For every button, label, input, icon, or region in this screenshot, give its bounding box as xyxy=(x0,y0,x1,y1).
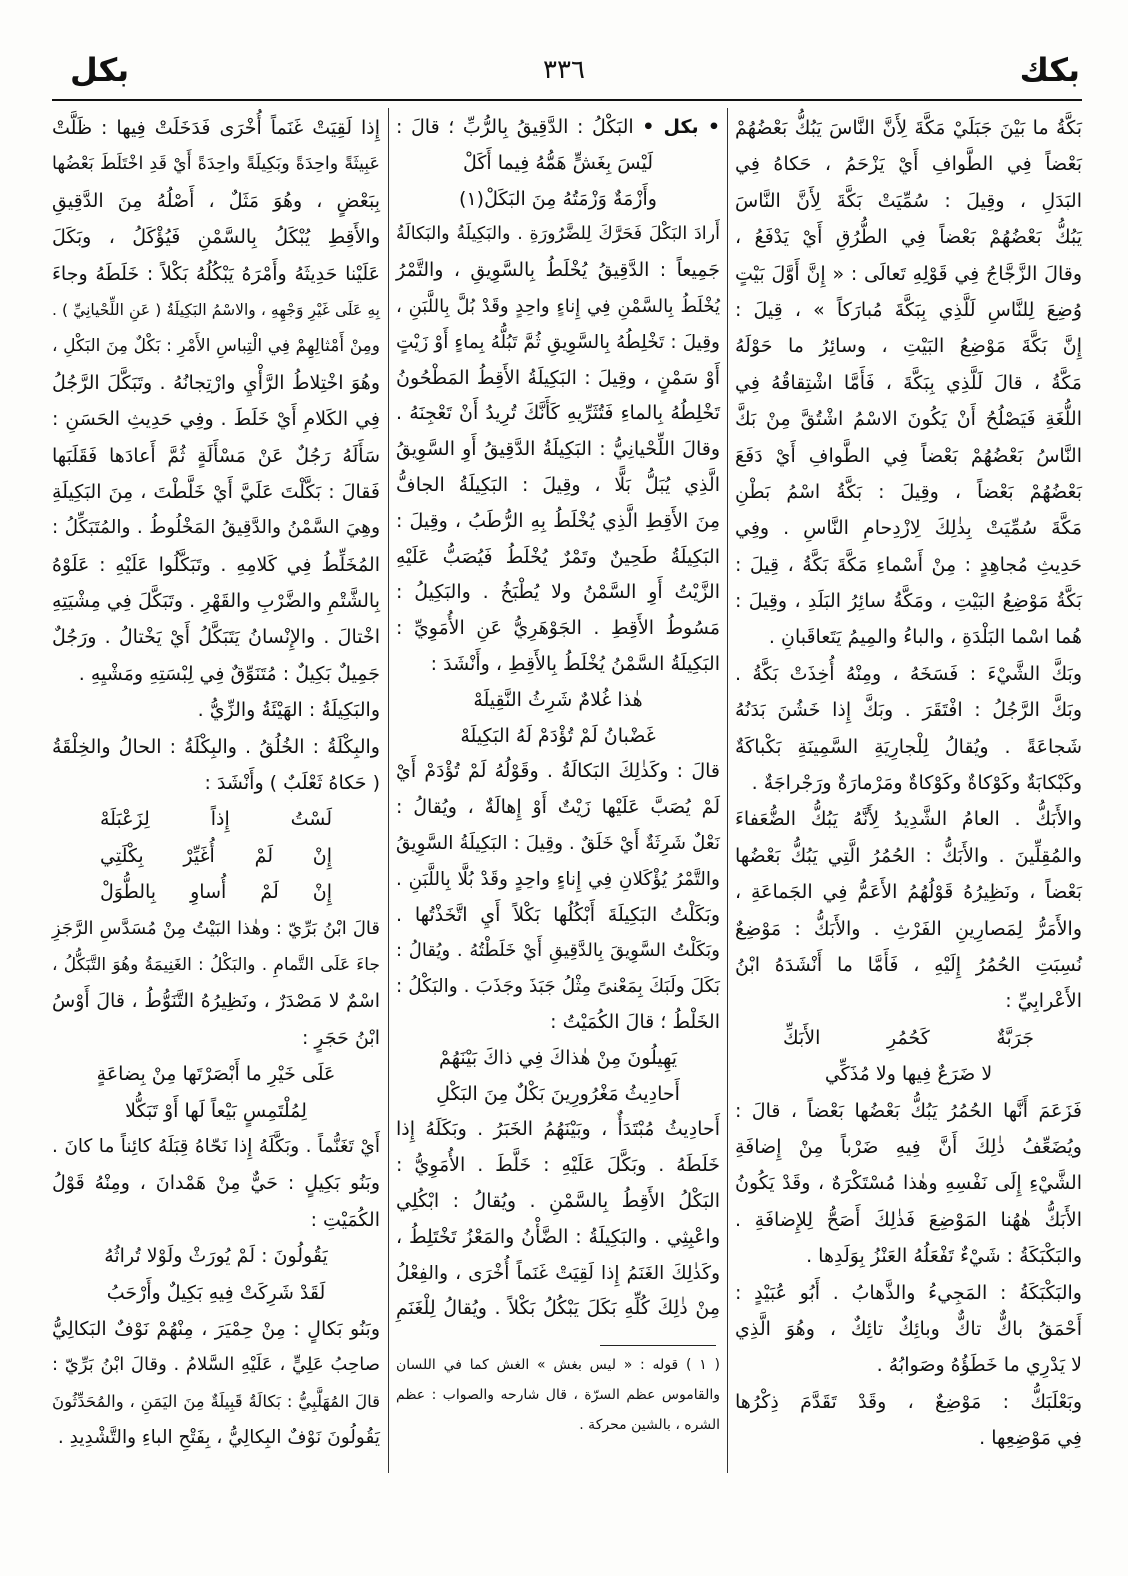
text-line xyxy=(396,540,720,576)
text-line xyxy=(735,219,1082,255)
text-line xyxy=(396,1184,720,1220)
line-text: عَلَيْنا حَدِيثَهُ وأَمْرَهُ يَبْكُلُهُ بَكْلاً : خَلَطَهُ وجاءَ xyxy=(52,262,380,285)
text-line xyxy=(52,365,380,401)
line-text: خَلَطَهُ . وبَكَّلَ عَلَيْهِ : خَلَّطَ . الأُمَوِيُّ : xyxy=(396,1154,720,1177)
line-text: تَخْلِطُهُ بِالماءِ فَتُثَرِّيهِ كَأَنَّكَ تُرِيدُ أَنْ تَعْجِنَهُ . xyxy=(396,402,720,425)
line-text: جَمِيعاً : الدَّقِيقُ يُخْلَطُ بِالسَّوِيقِ ، والتَّمْرُ xyxy=(396,259,720,282)
line-text: يَهِيلُونَ مِنْ هٰذاكَ فِي ذاكَ بَيْنَهُمْ xyxy=(438,1046,678,1069)
text-line xyxy=(396,862,720,898)
line-text: مَسُوطُ الأَقِطِ . الجَوْهَرِيُّ عَنِ الأُمَوِيِّ : xyxy=(396,617,720,640)
text-line xyxy=(735,256,1082,292)
text-line xyxy=(735,1347,1082,1383)
line-text: لِمُلْتَمِسٍ بَيْعاً لَها أَوْ تَبَكُّلا xyxy=(125,1099,307,1122)
line-text: الكُمَيْتِ : xyxy=(310,1208,380,1231)
header-right-word: بكك xyxy=(1019,51,1080,89)
text-line xyxy=(52,438,380,474)
verse-line xyxy=(52,1093,380,1129)
footnote xyxy=(396,1350,720,1440)
line-text: شَجاعَةً . ويُقالُ لِلْجارِيَةِ السَّمِينَةِ بَكْباكَةٌ xyxy=(735,735,1082,758)
text-line xyxy=(735,401,1082,437)
text-line xyxy=(52,146,380,182)
column-divider-right xyxy=(727,108,728,1473)
text-line xyxy=(735,474,1082,510)
text-line xyxy=(735,1384,1082,1420)
line-text: قالَ المُهَلَّبِيُّ : بَكالَةُ قَبِيلَةٌ مِنَ اليَمَنِ ، والمُحَدِّثُونَ xyxy=(52,1391,380,1411)
text-line xyxy=(735,1238,1082,1274)
line-text: جاءَ عَلَى التَّمامِ . والبَكْلُ : الغَنِيمَةُ وهُوَ التَّبَكُّلُ ، xyxy=(52,954,380,975)
text-line xyxy=(396,325,720,361)
line-text: وقِيلَ : تَخْلِطُهُ بِالسَّوِيقِ ثُمَّ تَبُلُّهُ بِماءٍ أَوْ زَيْتٍ xyxy=(396,331,720,353)
line-text: البَدَلِ ، وقِيلَ : سُمِّيَتْ بَكَّةَ لِأَنَّ النَّاسَ xyxy=(735,189,1082,212)
line-text: يَبُكُّ بَعْضُهُمْ بَعْضاً فِي الطُّرُقِ أَيْ يَدْفَعُ ، xyxy=(735,226,1082,249)
text-line xyxy=(396,468,720,504)
line-text: وبَكَّ الرَّجُلُ : افْتَقَرَ . وبَكَّ إِذا خَشُنَ بَدَنُهُ xyxy=(735,699,1082,722)
text-line xyxy=(735,583,1082,619)
line-text: بَكَّةُ مَوْضِعُ البَيْتِ ، ومَكَّةُ سائِرُ البَلَدِ ، وقِيلَ : xyxy=(735,590,1082,613)
text-line xyxy=(396,361,720,397)
text-line xyxy=(735,146,1082,182)
line-text: لَسْتُ إِذاً لِزَعْبَلَهْ xyxy=(100,808,332,831)
line-text: فِي الكَلامِ أَيْ خَلَطَ . وفِي حَدِيثِ الحَسَنِ : xyxy=(52,408,380,431)
text-line xyxy=(735,1093,1082,1129)
line-text: وهِيَ السَّمْنُ والدَّقِيقُ المَخْلُوطُ . والمُتَبَكِّلُ : xyxy=(52,517,380,539)
line-text: غَضْبانُ لَمْ تُؤْدَمْ لَهُ البَكِيلَهْ xyxy=(460,724,656,747)
verse-line xyxy=(396,146,720,182)
line-text: اسْمٌ لا مَصْدَرٌ ، ونَظِيرُهُ التَّنَوُّطُ ، قالَ أَوْسُ xyxy=(52,990,380,1013)
line-text: هُما اسْما البَلْدَةِ ، والباءُ والمِيمُ يَتَعاقَبانِ . xyxy=(768,626,1082,649)
line-text: فِي مَوْضِعِها . xyxy=(979,1427,1082,1450)
line-text: اللُّغَةِ فَيَصْلُحُ أَنْ يَكُونَ الاسْمُ اشْتُقَّ مِنْ بَكَّ xyxy=(735,408,1082,431)
text-line xyxy=(735,110,1082,146)
line-text: البَكْلُ الأَقِطُ بِالسَّمْنِ . ويُقالُ : ابْكُلِي xyxy=(396,1189,720,1212)
line-text: بِالشَّتْمِ والضَّرْبِ والقَهْرِ . وتَبَكَّلَ فِي مِشْيَتِهِ xyxy=(52,590,380,613)
text-line xyxy=(396,217,720,253)
line-text: ومِنْ أَمْثالِهِمْ فِي الْتِباسِ الأَمْرِ : بَكْلٌ مِنَ البَكْلِ ، xyxy=(52,336,380,357)
text-line xyxy=(52,983,380,1019)
footnote-line: والقاموس عظم السرّة ، قال شارحه والصواب : عظم xyxy=(396,1387,720,1403)
text-line xyxy=(735,692,1082,728)
text-line xyxy=(735,1420,1082,1456)
line-text: مَكَّةَ سُمِّيَتْ بِذٰلِكَ لِازْدِحامِ النَّاسِ . وفِي xyxy=(735,517,1082,540)
line-text: وكَبْكابَةٌ وكَوْكاةٌ وكَوْكاةٌ ومَرْمارَةٌ ورَجْراجَةٌ . xyxy=(751,772,1082,795)
verse-line xyxy=(52,1056,380,1092)
line-text: الزَّيْتُ أَوِ السَّمْنُ ولا يُطْبَخُ . والبَكِيلُ : xyxy=(396,581,720,604)
line-text: لا يَدْرِي ما خَطَؤُهُ وصَوابُهُ . xyxy=(876,1354,1082,1377)
text-line xyxy=(735,838,1082,874)
line-text: نُسِبَتِ الحُمُرُ إِلَيْهِ ، فَأَمَّا ما أَنْشَدَهُ ابْنُ xyxy=(735,953,1082,976)
text-line xyxy=(396,432,720,468)
line-text: وقالَ اللِّحْيانِيُّ : البَكِيلَةُ الدَّقِيقُ أَوِ السَّوِيقُ xyxy=(396,438,720,461)
text-line xyxy=(396,1005,720,1041)
line-text: ( حَكاهُ ثَعْلَبٌ ) وأَنْشَدَ : xyxy=(204,772,380,795)
column-right xyxy=(735,110,1082,1456)
line-text: والبَكِيلَةُ : الهَيْئَةُ والزِّيُّ . xyxy=(197,699,380,722)
line-text: لَمْ يُصَبَّ عَلَيْها زَيْتٌ أَوْ إِهالَةٌ ، ويُقالُ : xyxy=(396,796,720,819)
line-text: فَزَعَمَ أَنَّها الحُمُرُ يَبُكُّ بَعْضُها بَعْضاً ، قالَ : xyxy=(735,1099,1082,1122)
line-text: البَكْلُ : الدَّقِيقُ بِالرُّبِّ ؛ قالَ : xyxy=(396,116,643,138)
line-text: والمُقِلِّينَ . والأَبَكُّ : الحُمُرُ الَّتِي يَبُكُّ بَعْضُها xyxy=(735,844,1082,867)
line-text: يُخْلَطُ بِالسَّمْنِ فِي إِناءٍ واحِدٍ وقَدْ بُلَّ بِاللَّبَنِ ، xyxy=(396,295,720,317)
line-text: حَدِيثِ مُجاهِدٍ : مِنْ أَسْماءِ مَكَّةَ بَكَّةُ ، قِيلَ : xyxy=(735,553,1082,576)
verse-line xyxy=(396,719,720,755)
text-line xyxy=(52,474,380,510)
column-left xyxy=(52,110,380,1456)
text-line xyxy=(735,801,1082,837)
line-text: وبَكَّ الشَّيْءَ : فَسَخَهُ ، ومِنْهُ أُخِذَتْ بَكَّةُ . xyxy=(735,662,1082,685)
line-text: إِنَّ بَكَّةَ مَوْضِعُ البَيْتِ ، وسائِرُ ما حَوْلَهُ xyxy=(735,335,1082,358)
text-line xyxy=(52,1202,380,1238)
text-line xyxy=(52,911,380,947)
text-line xyxy=(735,510,1082,546)
verse-line xyxy=(396,1077,720,1113)
text-line xyxy=(396,289,720,325)
text-line xyxy=(52,692,380,728)
text-line xyxy=(52,1420,380,1456)
text-line xyxy=(396,1112,720,1148)
text-line xyxy=(735,438,1082,474)
verse-line xyxy=(52,1275,380,1311)
line-text: وهُوَ اخْتِلاطُ الرَّأْيِ وارْتِجانُهُ . وتَبَكَّلَ الرَّجُلُ xyxy=(52,371,380,394)
line-text: جَمِيلٌ بَكِيلٌ : مُتَنَوِّقٌ فِي لِبْسَتِهِ ومَشْيِهِ . xyxy=(78,662,380,685)
text-line xyxy=(735,619,1082,655)
line-text: مِنَ الأَقِطِ الَّذِي يُخْلَطُ بِهِ الرُّطَبُ ، وقِيلَ : xyxy=(396,509,720,532)
line-text: المُخَلِّطُ فِي كَلامِهِ . وتَبَكَّلُوا عَلَيْهِ : عَلَوْهُ xyxy=(52,553,380,576)
text-line xyxy=(735,765,1082,801)
line-text: الأَعْرابِيِّ : xyxy=(1005,990,1082,1013)
line-text: إِذا لَقِيَتْ غَنَماً أُخْرَى فَدَخَلَتْ فِيها : ظَلَّتْ xyxy=(52,117,380,139)
column-middle xyxy=(396,110,720,1327)
text-line xyxy=(396,969,720,1005)
text-line xyxy=(52,765,380,801)
line-text: والبَكْبَكَةُ : المَجِيءُ والذَّهابُ . أَبُو عُبَيْدٍ : xyxy=(735,1281,1082,1304)
line-text: لَيْسَ بِغَشٍّ هَمُّهُ فِيما أَكَلْ xyxy=(462,151,654,174)
text-line xyxy=(52,1311,380,1347)
line-text: بِبَعْضٍ ، وهُوَ مَثَلٌ ، أَصْلُهُ مِنَ الدَّقِيقِ xyxy=(52,189,380,212)
text-line xyxy=(396,933,720,969)
line-text: فَقالَ : بَكَّلْتَ عَلَيَّ أَيْ خَلَّطْتَ ، مِنَ البَكِيلَةِ xyxy=(52,480,380,503)
line-text: لَقَدْ شَرِكَتْ فِيهِ بَكِيلٌ وأَرْحَبُ xyxy=(106,1281,326,1304)
line-text: وبَكَلْتُ السَّوِيقَ بِالدَّقِيقِ أَيْ خَلَطْتُهُ . ويُقالُ : xyxy=(396,940,720,962)
line-text: عَبِيثَةً واحِدَةً وبَكِيلَةً واحِدَةً أَيْ قَدِ اخْتَلَطَ بَعْضُها xyxy=(52,154,380,175)
line-text: وُضِعَ لِلنَّاسِ لَلَّذِي بِبَكَّةَ مُبارَكاً » ، قِيلَ : xyxy=(735,298,1082,321)
text-line xyxy=(735,1202,1082,1238)
line-text: الشَّيْءِ إِلَى نَفْسِهِ وهٰذا مُسْتَكْرَهٌ ، وقَدْ يَكُونُ xyxy=(735,1172,1082,1195)
line-text: أَيْ تَغَنُّماً . وبَكَّلَهُ إِذا نَحّاهُ قِبَلَهُ كائِناً ما كانَ . xyxy=(52,1135,380,1157)
line-text: والأَقِطِ يُبْكَلُ بِالسَّمْنِ فَيُؤْكَلُ ، وبَكَلَ xyxy=(52,226,380,249)
text-line xyxy=(52,583,380,619)
text-line xyxy=(396,504,720,540)
line-text: وبَعْلَبَكُّ : مَوْضِعٌ ، وقَدْ تَقَدَّمَ ذِكْرُها xyxy=(735,1390,1082,1413)
line-text: يَقُولُونَ : لَمْ يُورَثْ ولَوْلا تُراثُهُ xyxy=(104,1245,328,1268)
text-line xyxy=(735,983,1082,1019)
footnote-line: ( ١ ) قوله : « ليس بغش » الغش كما في اللسان xyxy=(396,1357,720,1373)
line-text: بِهِ عَلَى غَيْرِ وَجْهِهِ ، والاسْمُ البَكِيلَةُ ( عَنِ اللِّحْيانِيِّ ) . xyxy=(52,300,380,319)
text-line xyxy=(52,619,380,655)
verse-line xyxy=(396,683,720,719)
line-text: والأَمَرُّ لِمَصارِينِ الفَرْثِ . والأَبَكُّ : مَوْضِعٌ xyxy=(735,917,1082,940)
page-number: ٣٣٦ xyxy=(543,55,585,85)
line-text: الأَبَكُّ هٰهُنا المَوْضِعَ فَذٰلِكَ أَصَحُّ لِلإِضافَةِ . xyxy=(735,1208,1082,1231)
text-line xyxy=(735,947,1082,983)
footnote-line: الشره ، بالشين محركة . xyxy=(579,1417,720,1433)
verse-line xyxy=(735,1056,1082,1092)
text-line xyxy=(735,911,1082,947)
line-text: وبَكَلْتُ البَكِيلَةَ أَبْكُلُها بَكْلاً أَيِ اتَّخَذْتُها . xyxy=(396,903,720,926)
line-text: هٰذا غُلامٌ شَرِثُ النَّقِيلَهْ xyxy=(473,688,643,711)
text-line xyxy=(396,1220,720,1256)
text-line xyxy=(396,396,720,432)
line-text: وبَنُو بَكالٍ : مِنْ حِمْيَرَ ، مِنْهُمْ نَوْفٌ البَكالِيُّ xyxy=(52,1317,380,1340)
line-text: أَوْ سَمْنٍ ، وقِيلَ : البَكِيلَةُ الأَقِطُ المَطْحُونُ xyxy=(396,366,720,389)
line-text: والأَبَكُّ . العامُ الشَّدِيدُ لِأَنَّهُ يَبُكُّ الضُّعَفاءَ xyxy=(735,808,1082,831)
text-line xyxy=(735,328,1082,364)
line-text: سَأَلَهُ رَجُلٌ عَنْ مَسْأَلَةٍ ثُمَّ أَعادَها فَقَلَبَها xyxy=(52,444,380,467)
text-line xyxy=(396,1148,720,1184)
text-line xyxy=(396,647,720,683)
line-text: قالَ ابْنُ بَرِّيّ : وهٰذا البَيْتُ مِنْ مُسَدَّسِ الرَّجَزِ xyxy=(52,917,380,939)
line-text: اخْتالَ . والإِنْسانُ يَتَبَكَّلُ أَيْ يَخْتالُ . ورَجُلٌ xyxy=(52,626,380,649)
text-line xyxy=(396,754,720,790)
line-text: أَحادِيثُ مَغْرُورِينَ بَكْلٌ مِنَ البَكْلِ xyxy=(436,1082,680,1105)
line-text: بَعْضاً فِي الطَّوافِ أَيْ يَزْحَمُ ، حَكاهُ فِي xyxy=(735,153,1082,176)
line-text: عَلَى خَيْرِ ما أَبْصَرْتَها مِنْ بِضاعَةٍ xyxy=(96,1063,336,1086)
column-divider-left xyxy=(388,108,389,1473)
line-text: قالَ : وكَذٰلِكَ البَكالَةُ . وقَوْلُهُ لَمْ تُؤْدَمْ أَيْ xyxy=(396,760,720,783)
text-line xyxy=(396,253,720,289)
line-text: لا ضَرَعٌ فِيها ولا مُذَكِّي xyxy=(824,1063,993,1086)
text-line xyxy=(52,292,380,328)
text-line xyxy=(52,401,380,437)
line-text: مَكَّةُ ، قالَ لَلَّذِي بِبَكَّةَ ، فَأَمَّا اشْتِقاقُهُ فِي xyxy=(735,371,1082,394)
line-text: أَحْمَقُ باكٌّ تاكٌّ وبائِكٌ تائِكٌ ، وهُوَ الَّذِي xyxy=(735,1317,1082,1340)
entry-headword: • بكل • xyxy=(642,116,720,138)
footnote-rule xyxy=(600,1345,716,1346)
line-text: والبِكْلَةُ : الخُلُقُ . والبِكْلَةُ : الحالُ والخِلْقَةُ xyxy=(52,735,380,758)
text-line xyxy=(52,510,380,546)
line-text: البَكِيلَةُ طَحِينٌ وتَمْرٌ يُخْلَطُ فَيُصَبُّ عَلَيْهِ xyxy=(396,545,720,568)
text-line xyxy=(396,575,720,611)
text-line xyxy=(735,292,1082,328)
line-text: ابْنُ حَجَرٍ : xyxy=(301,1026,380,1049)
line-text: أَرادَ البَكْلَ فَحَرَّكَ لِلضَّرُورَةِ . والبَكِيلَةُ والبَكالَةُ xyxy=(396,224,720,245)
text-line xyxy=(735,729,1082,765)
line-text: صاحِبُ عَلِيٍّ ، عَلَيْهِ السَّلامُ . وقالَ ابْنُ بَرِّيّ : xyxy=(52,1354,380,1376)
text-line xyxy=(52,219,380,255)
line-text: يَقُولُونَ نَوْفٌ البِكالِيُّ ، بِفَتْحِ الباءِ والتَّشْدِيدِ . xyxy=(57,1427,380,1449)
line-text: بَعْضُهُمْ بَعْضاً ، وقِيلَ : بَكَّةُ اسْمُ بَطْنِ xyxy=(735,480,1082,503)
line-text: نَعْلٌ شَرِثَةٌ أَيْ خَلَقٌ . وقِيلَ : البَكِيلَةُ السَّوِيقُ xyxy=(396,832,720,854)
line-text: بَعْضاً ، ونَظِيرُهُ قَوْلُهُمُ الأَعَمُّ فِي الجَماعَةِ ، xyxy=(735,881,1082,904)
line-text: وقالَ الزَّجَّاجُ فِي قَوْلِهِ تَعالَى : « إِنَّ أَوَّلَ بَيْتٍ xyxy=(735,262,1082,285)
text-line xyxy=(52,947,380,983)
text-line xyxy=(735,1165,1082,1201)
text-line xyxy=(52,183,380,219)
text-line xyxy=(735,874,1082,910)
verse-line xyxy=(396,1041,720,1077)
line-text: وكَذٰلِكَ الغَنَمُ إِذا لَقِيَتْ غَنَماً أُخْرَى ، والفِعْلُ xyxy=(396,1262,720,1284)
text-line xyxy=(735,365,1082,401)
line-text: إِنْ لَمْ أُغَيِّرْ بِكْلَتِي xyxy=(100,844,332,867)
line-text: أَحادِيثُ مُبْتَدَأٌ ، وبَيْنَهُمُ الخَبَرُ . وبَكَلَهُ إِذا xyxy=(396,1118,720,1141)
line-text: مِنْ ذٰلِكَ كُلِّهِ بَكَلَ يَبْكُلُ بَكْلاً . ويُقالُ لِلْغَنَمِ xyxy=(396,1297,720,1320)
text-line xyxy=(52,1129,380,1165)
line-text: وأَزْمَةٌ وَزْمَتُهُ مِنَ البَكَلْ(١) xyxy=(459,187,657,210)
line-text: جَرَبَّةٌ كَحُمُرِ الأَبَكِّ xyxy=(783,1026,1034,1049)
text-line xyxy=(52,1384,380,1420)
text-line xyxy=(396,826,720,862)
text-line xyxy=(396,898,720,934)
line-text: إِنْ لَمْ أُساوِ بِالطُّوَلْ xyxy=(100,881,332,904)
line-text: وبَنُو بَكِيلٍ : حَيٌّ مِنْ هَمْدانَ ، ومِنْهُ قَوْلُ xyxy=(52,1172,380,1195)
header-rule xyxy=(52,99,1082,101)
line-text: البَكِيلَةُ السَّمْنُ يُخْلَطُ بِالأَقِطِ ، وأَنْشَدَ : xyxy=(430,652,720,675)
verse-line xyxy=(396,182,720,218)
verse-line xyxy=(52,801,380,837)
text-line xyxy=(52,1165,380,1201)
text-line xyxy=(52,110,380,146)
text-line xyxy=(52,547,380,583)
text-line xyxy=(396,1291,720,1327)
text-line xyxy=(735,656,1082,692)
text-line xyxy=(396,611,720,647)
text-line xyxy=(52,656,380,692)
text-line xyxy=(735,547,1082,583)
text-line xyxy=(52,328,380,364)
text-line xyxy=(735,1275,1082,1311)
verse-line xyxy=(52,838,380,874)
verse-line xyxy=(735,1020,1082,1056)
line-text: والتَّمْرُ يُؤْكَلانِ فِي إِناءٍ واحِدٍ وقَدْ بُلَّا بِاللَّبَنِ . xyxy=(396,868,720,890)
line-text: بَكَّةُ ما بَيْنَ جَبَلَيْ مَكَّةَ لِأَنَّ النَّاسَ يَبُكُّ بَعْضُهُمْ xyxy=(735,117,1082,139)
verse-line xyxy=(52,1238,380,1274)
text-line xyxy=(396,790,720,826)
line-text: والبَكْبَكَةُ : شَيْءٌ تَفْعَلُهُ العَنْزُ بِوَلَدِها . xyxy=(806,1245,1082,1268)
text-line xyxy=(52,1020,380,1056)
text-line xyxy=(396,1256,720,1292)
text-line xyxy=(396,110,720,146)
text-line xyxy=(52,1347,380,1383)
line-text: بَكَلَ ولَبَكَ بِمَعْنىً مِثْلُ جَبَذَ وجَذَبَ . والبَكْلُ : xyxy=(396,976,720,998)
line-text: الخَلْطُ ؛ قالَ الكُمَيْتُ : xyxy=(550,1010,720,1033)
text-line xyxy=(52,256,380,292)
line-text: النَّاسُ بَعْضُهُمْ بَعْضاً فِي الطَّوافِ أَيْ دَفَعَ xyxy=(735,444,1082,467)
header-left-word: بكل xyxy=(70,51,130,89)
text-line xyxy=(735,1311,1082,1347)
line-text: ويُضَعِّفُ ذٰلِكَ أَنَّ فِيهِ ضَرْباً مِنْ إِضافَةِ xyxy=(735,1135,1082,1158)
text-line xyxy=(52,729,380,765)
text-line xyxy=(735,1129,1082,1165)
verse-line xyxy=(52,874,380,910)
text-line xyxy=(735,183,1082,219)
line-text: واعْبِثِي . والبَكِيلَةُ : الضَّأْنُ والمَعْزُ تَخْتَلِطُ ، xyxy=(396,1225,720,1248)
line-text: الَّذِي يُبَلُّ بَلًّا ، وقِيلَ : البَكِيلَةُ الجافُّ xyxy=(396,473,720,496)
